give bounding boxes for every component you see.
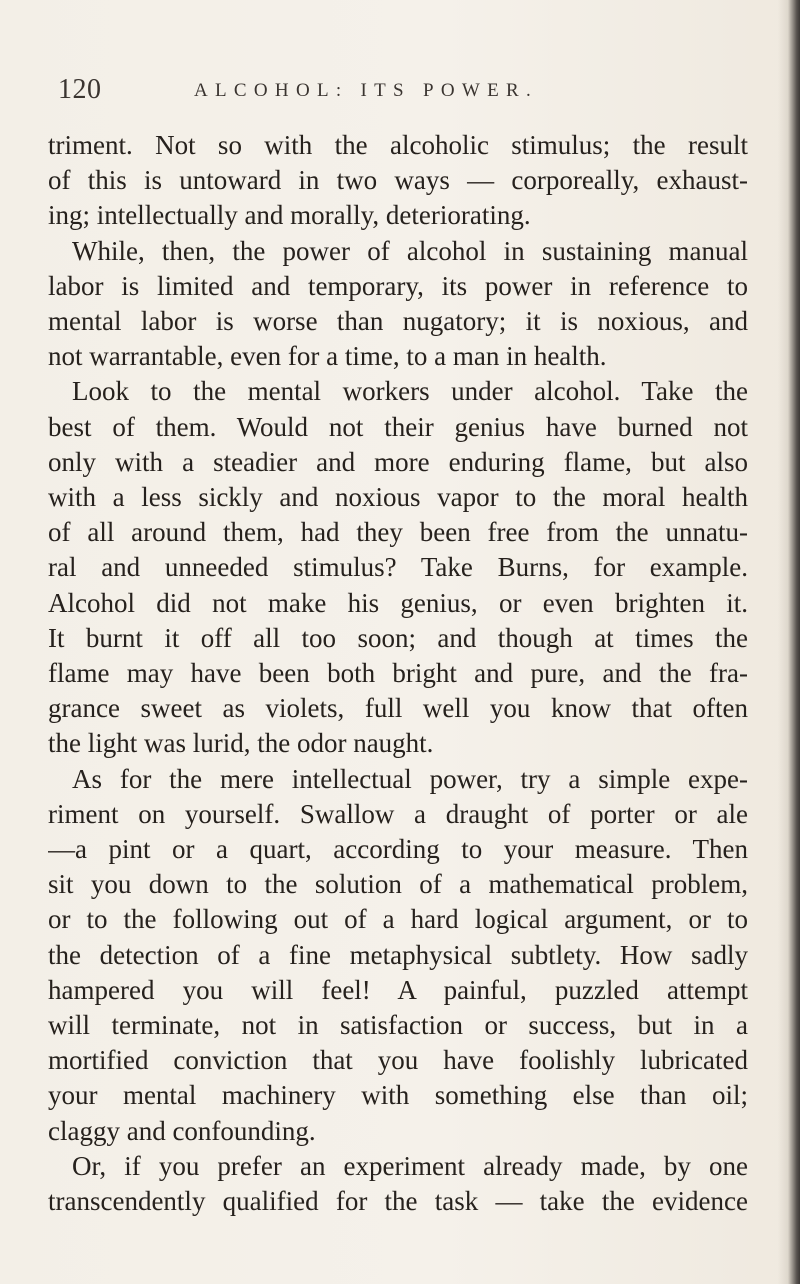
text-line: claggy and confounding. [48,1115,316,1146]
text-line: labor is limited and temporary, its power in reference to [48,270,748,301]
text-line: transcendently qualified for the task — take the evidence [48,1186,748,1217]
running-head [48,74,748,110]
text-line: ing; intellectually and morally, deteriorating. [48,200,531,231]
text-line: mental labor is worse than nugatory; it is noxious, and [48,306,748,337]
text-line: will terminate, not in satisfaction or success, but in a [48,1010,748,1041]
text-line: mortified conviction that you have foolishly lubricated [48,1045,748,1076]
text-line: flame may have been both bright and pure, and the fra- [48,658,748,689]
text-line: As for the mere intellectual power, try a simple expe- [72,763,748,794]
text-line: with a less sickly and noxious vapor to the moral health [48,482,748,513]
text-line: Alcohol did not make his genius, or even brighten it. [48,587,748,618]
text-line: triment. Not so with the alcoholic stimulus; the result [48,130,748,160]
text-line: or to the following out of a hard logical argument, or to [48,904,748,935]
text-line: It burnt it off all too soon; and though at times the [48,622,748,653]
running-title: ALCOHOL: ITS POWER. [194,80,538,101]
text-line: While, then, the power of alcohol in sustaining manual [72,235,748,266]
text-line: hampered you will feel! A painful, puzzled attempt [48,974,748,1005]
text-line: of this is untoward in two ways — corporeally, exhaust- [48,165,748,196]
text-line: ral and unneeded stimulus? Take Burns, for example. [48,552,748,583]
text-line: the detection of a fine metaphysical subtlety. How sadly [48,939,748,970]
text-line: only with a steadier and more enduring flame, but also [48,446,748,477]
text-line: the light was lurid, the odor naught. [48,728,434,759]
page-edge-shadow [778,0,800,1284]
page-number: 120 [58,74,102,105]
text-line: your mental machinery with something else than oil; [48,1080,748,1111]
text-line: sit you down to the solution of a mathematical problem, [48,869,748,900]
text-line: Look to the mental workers under alcohol. Take the [72,376,748,407]
text-line: grance sweet as violets, full well you know that often [48,693,748,724]
text-line: riment on yourself. Swallow a draught of porter or ale [48,798,748,829]
text-line: best of them. Would not their genius have burned not [48,411,748,442]
text-line: Or, if you prefer an experiment already made, by one [72,1150,748,1181]
text-line: of all around them, had they been free from the unnatu- [48,517,748,548]
text-line: —a pint or a quart, according to your measure. Then [48,834,748,865]
body-text [48,128,748,1219]
text-line: not warrantable, even for a time, to a man in health. [48,341,607,372]
